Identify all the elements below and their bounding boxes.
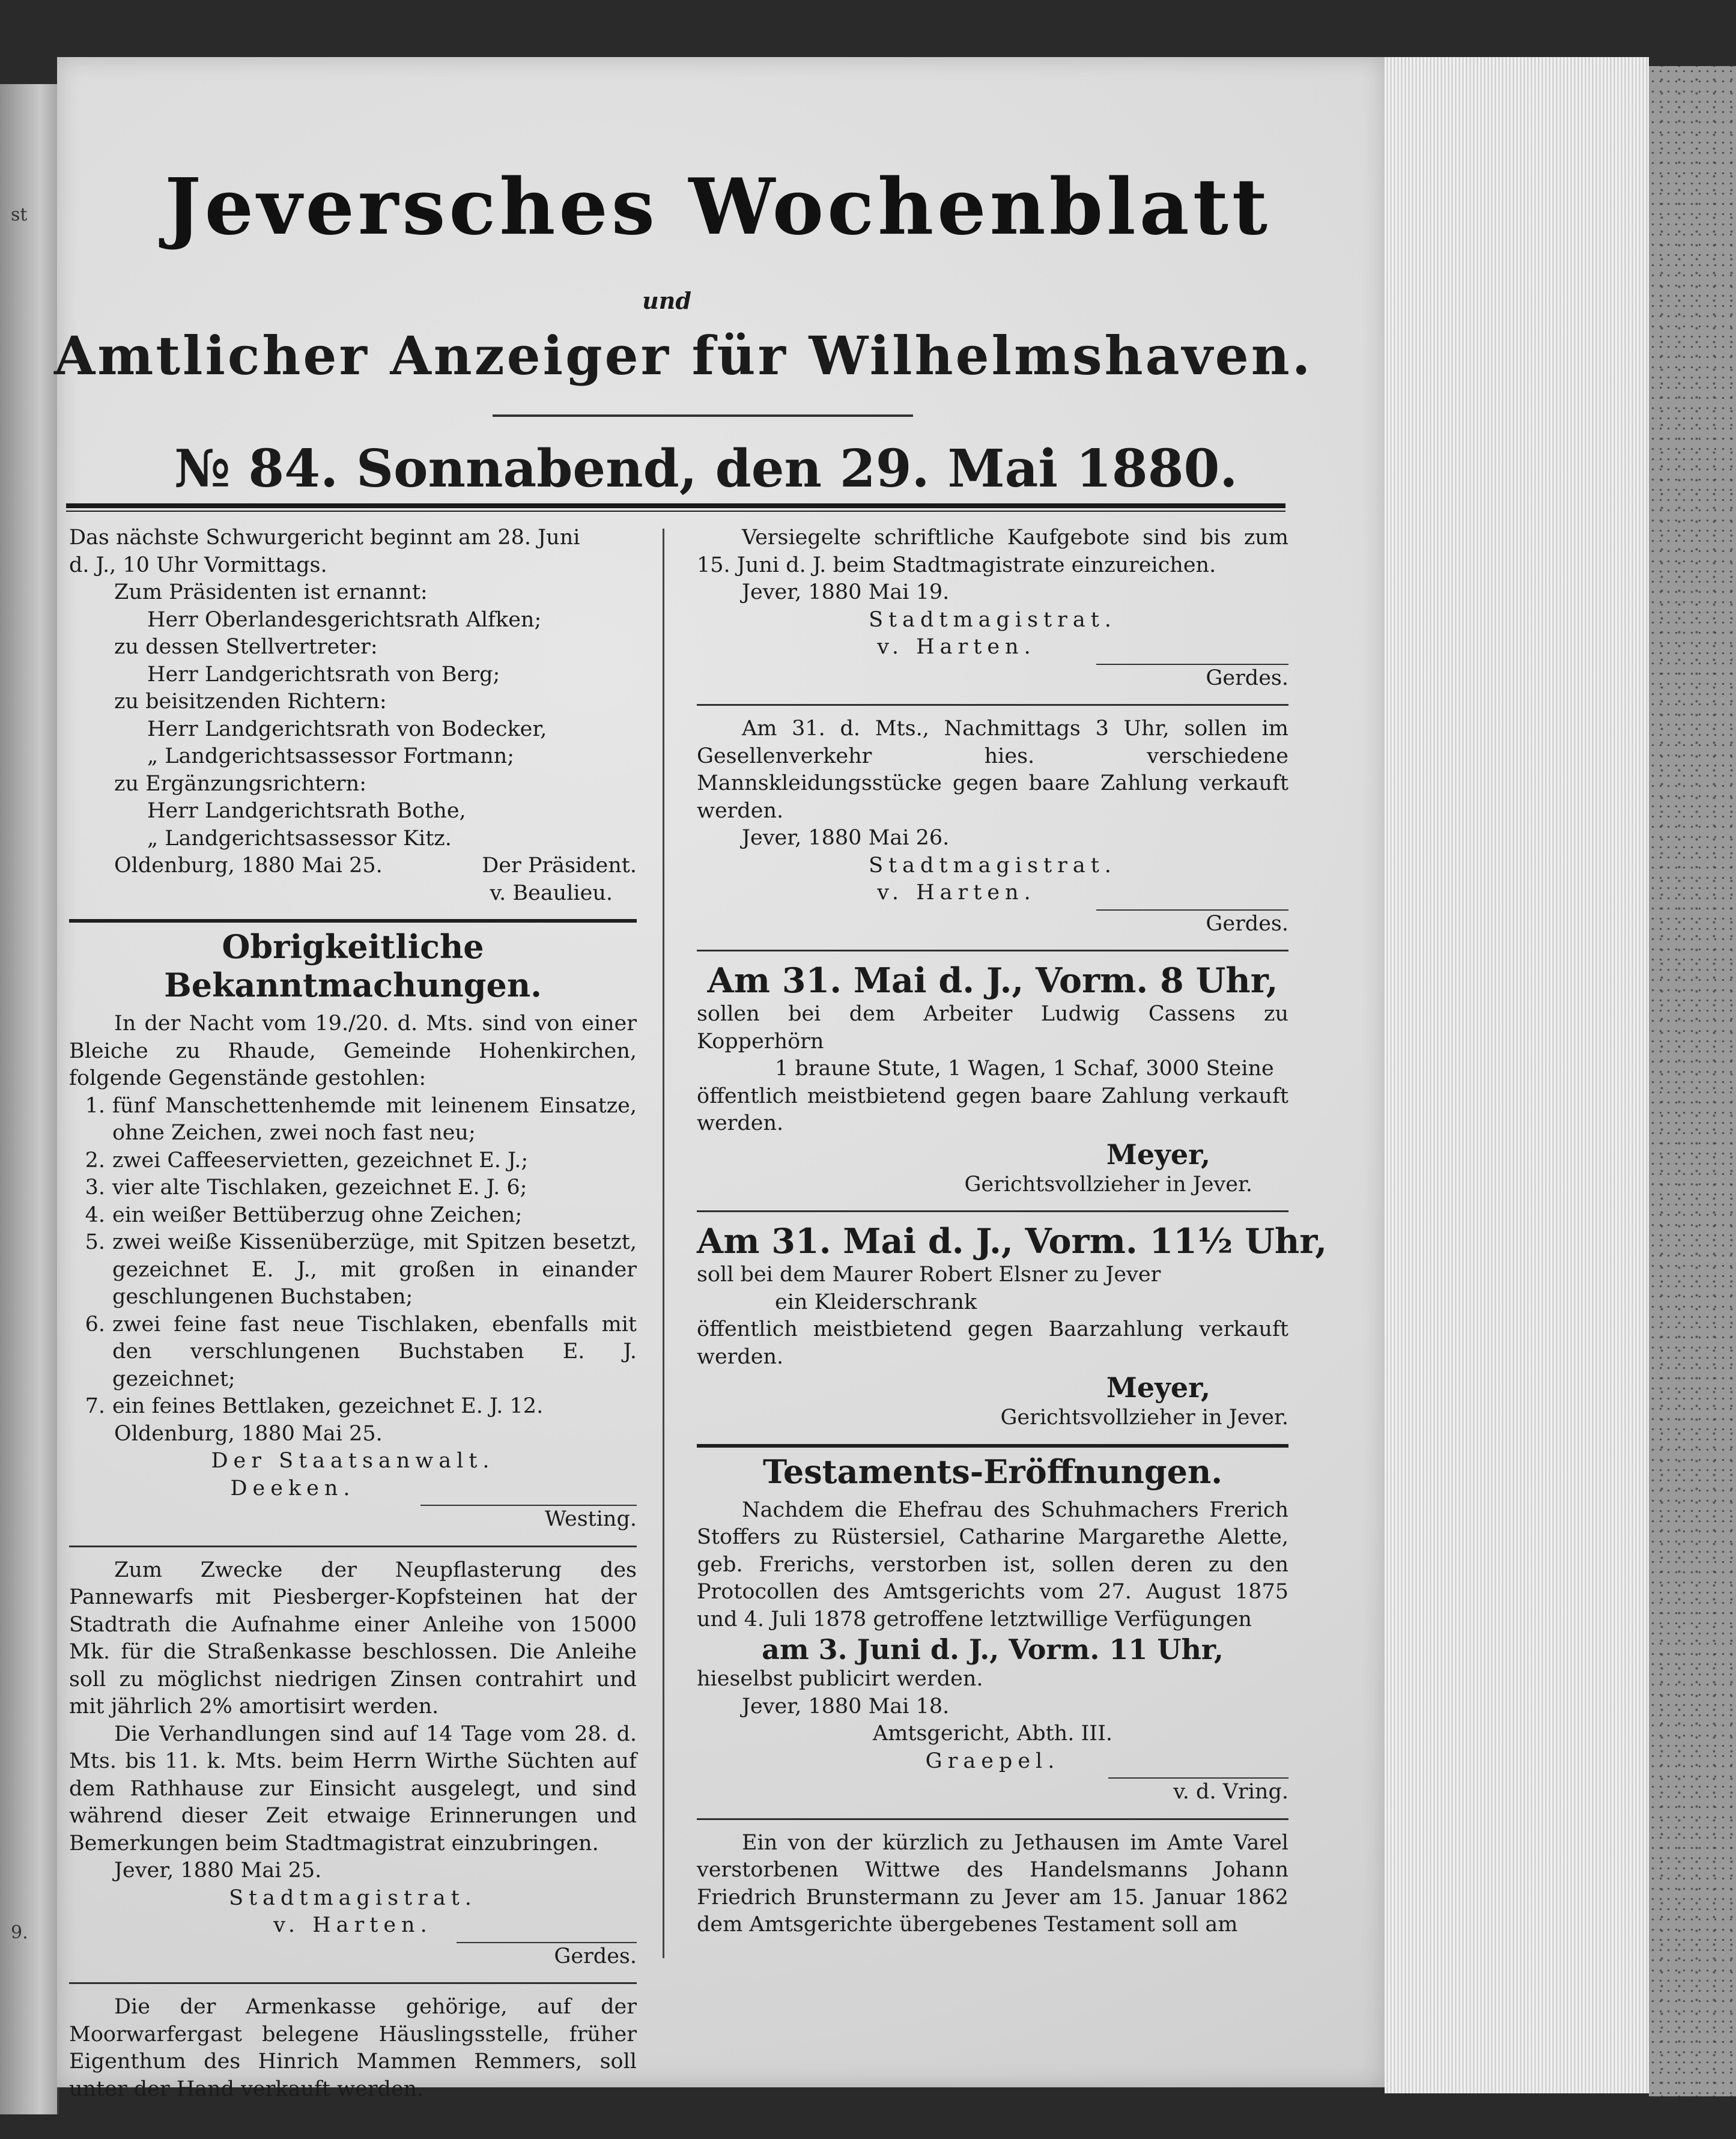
masthead-divider [493, 414, 913, 417]
right-column [697, 520, 1328, 1946]
place-date: Jever, 1880 Mai 18. [742, 1694, 950, 1719]
will-opening-notice-1 [697, 1492, 1288, 1813]
notice-line: zu dessen Stellvertreter: [114, 635, 378, 659]
section-rule [69, 1982, 637, 1984]
signature-row [69, 852, 637, 880]
item-text: zwei feine fast neue Tischlaken, ebenfalls mit den verschlungenen Buchstaben E. J. gezeichnet; [112, 1312, 637, 1391]
place-date: Jever, 1880 Mai 25. [114, 1858, 322, 1883]
notice-text: sollen bei dem Arbeiter Ludwig Cassens zu Kopperhörn [697, 1002, 1288, 1054]
list-item [69, 1147, 637, 1175]
notice-text: Am 31. d. Mts., Nachmittags 3 Uhr, sollen im Gesellenverkehr hies. verschiedene Mannskleidungsstücke gegen baare Zahlung verkauft werden. [697, 717, 1288, 823]
masthead-subtitle: Amtlicher Anzeiger für Wilhelmshaven. [54, 324, 1313, 387]
masthead-title: Jeversches Wochenblatt [165, 162, 1271, 252]
secondary-signature: Gerdes. [1096, 909, 1288, 938]
left-column [69, 520, 637, 2110]
notice-text: Ein von der kürzlich zu Jethausen im Amte Varel verstorbenen Wittwe des Handelsmanns Johann Friedrich Brunstermann zu Jever am 15. Januar 1862 dem Amtsgerichte übergebenes Testament soll am [697, 1830, 1288, 1937]
auction-notice-2 [697, 1217, 1328, 1439]
notice-text: Die der Armenkasse gehörige, auf der Moorwarfergast belegene Häuslingsstelle, früher Eigenthum des Hinrich Mammen Remmers, soll unter der Hand verkauft werden. [69, 1995, 637, 2101]
notice-text: öffentlich meistbietend gegen Baarzahlung verkauft werden. [697, 1317, 1288, 1369]
section-rule [697, 1444, 1288, 1448]
place-date: Oldenburg, 1880 Mai 25. [114, 854, 383, 878]
item-text: vier alte Tischlaken, gezeichnet E. J. 6; [112, 1176, 527, 1200]
item-text: zwei weiße Kissenüberzüge, mit Spitzen besetzt, gezeichnet E. J., mit großen in einander geschlungenen Buchstaben; [112, 1230, 637, 1309]
theft-notice [69, 1006, 637, 1541]
item-text: zwei Caffeeservietten, gezeichnet E. J.; [112, 1148, 529, 1173]
section-rule [69, 919, 637, 923]
secondary-signature: Gerdes. [457, 1942, 637, 1971]
notice-line: Herr Oberlandesgerichtsrath Alfken; [147, 607, 542, 632]
official-notices-heading: Obrigkeitliche Bekanntmachungen. [164, 927, 542, 1004]
notice-line: zu Ergänzungsrichtern: [114, 771, 366, 796]
auction-items: 1 braune Stute, 1 Wagen, 1 Schaf, 3000 Steine [775, 1057, 1274, 1081]
signer-role: Der Staatsanwalt. [211, 1449, 495, 1473]
secondary-signature: Westing. [420, 1505, 637, 1534]
secondary-signature: Gerdes. [1096, 664, 1288, 693]
notice-text: hieselbst publicirt werden. [697, 1667, 983, 1691]
list-item [69, 1229, 637, 1311]
item-text: ein feines Bettlaken, gezeichnet E. J. 12. [112, 1394, 544, 1418]
signer-role: Stadtmagistrat. [229, 1886, 477, 1910]
masthead-connector: und [642, 287, 691, 314]
item-text: fünf Manschettenhemde mit leinenem Einsatze, ohne Zeichen, zwei noch fast neu; [112, 1093, 637, 1145]
signer-name: Meyer, [1106, 1138, 1210, 1171]
auction-headline: Am 31. Mai d. J., Vorm. 8 Uhr, [707, 960, 1278, 1001]
page-stack-edges [1385, 57, 1649, 2093]
place-date: Jever, 1880 Mai 26. [742, 826, 950, 850]
notice-line: zu beisitzenden Richtern: [114, 690, 387, 714]
notice-line: d. J., 10 Uhr Vormittags. [69, 553, 327, 577]
facing-page-edge [0, 84, 59, 2114]
item-number: 7. [85, 1394, 105, 1418]
signer-role: Stadtmagistrat. [869, 853, 1117, 878]
notice-line: Zum Präsidenten ist ernannt: [114, 580, 428, 604]
column-divider [663, 529, 664, 1958]
place-date: Oldenburg, 1880 Mai 25. [114, 1421, 383, 1446]
signer-name: v. Harten. [877, 881, 1036, 905]
notice-text: soll bei dem Maurer Robert Elsner zu Jever [697, 1263, 1161, 1287]
item-number: 6. [85, 1312, 105, 1336]
list-item [69, 1202, 637, 1230]
notice-line: Herr Landgerichtsrath von Bodecker, [147, 717, 547, 741]
clothing-sale-notice [697, 711, 1288, 945]
auction-notice-1 [697, 956, 1288, 1206]
notice-text: Versiegelte schriftliche Kaufgebote sind bis zum 15. Juni d. J. beim Stadtmagistrate einzureichen. [697, 526, 1288, 577]
item-text: ein weißer Bettüberzug ohne Zeichen; [112, 1203, 523, 1227]
notice-text: Die Verhandlungen sind auf 14 Tage vom 28. d. Mts. bis 11. k. Mts. beim Herrn Wirthe Süchten auf dem Rathhause zur Einsicht ausgelegt, und sind während dieser Zeit etwaige Erinnerungen und Bemerkungen beim Stadtmagistrat einzubringen. [69, 1722, 637, 1855]
section-rule [697, 950, 1288, 951]
item-number: 4. [85, 1203, 105, 1227]
notice-line: „ Landgerichtsassessor Kitz. [147, 826, 452, 851]
notice-text: öffentlich meistbietend gegen baare Zahlung verkauft werden. [697, 1084, 1288, 1135]
list-item [69, 1311, 637, 1394]
place-date: Jever, 1880 Mai 19. [742, 580, 950, 604]
section-rule [69, 1546, 637, 1547]
secondary-signature: v. d. Vring. [1108, 1777, 1288, 1806]
poor-fund-notice [69, 1989, 637, 2110]
signer-name: Deeken. [230, 1476, 356, 1500]
signer-role: Der Präsident. [482, 854, 637, 878]
item-number: 2. [85, 1148, 105, 1173]
signer-role: Stadtmagistrat. [869, 607, 1117, 632]
notice-text: In der Nacht vom 19./20. d. Mts. sind von einer Bleiche zu Rhaude, Gemeinde Hohenkirchen, folgende Gegenstände gestohlen: [69, 1012, 637, 1090]
signer-title: Gerichtsvollzieher in Jever. [1000, 1406, 1288, 1430]
notice-line: Herr Landgerichtsrath von Berg; [147, 662, 500, 687]
item-number: 1. [85, 1093, 105, 1118]
list-item [69, 1174, 637, 1202]
notice-text: Nachdem die Ehefrau des Schuhmachers Frerich Stoffers zu Rüstersiel, Catharine Margarethe Alette, geb. Frerichs, verstorben ist, sollen deren zu den Protocollen des Amtsgerichts vom 27. August 1875 und 4. Juli 1878 getroffene letztwillige Verfügungen [697, 1497, 1288, 1631]
signer-name: v. Harten. [877, 635, 1036, 659]
will-opening-notice-2 [697, 1825, 1288, 1946]
signer-title: Gerichtsvollzieher in Jever. [964, 1172, 1252, 1197]
wills-heading: Testaments-Eröffnungen. [762, 1452, 1223, 1491]
item-number: 5. [85, 1230, 105, 1254]
court-name: Amtsgericht, Abth. III. [872, 1722, 1113, 1746]
item-number: 3. [85, 1176, 105, 1200]
notice-line: „ Landgerichtsassessor Fortmann; [147, 744, 515, 768]
signer-name: v. Harten. [273, 1913, 432, 1937]
sealed-bids-notice [697, 520, 1288, 699]
issue-dateline: № 84. Sonnabend, den 29. Mai 1880. [174, 438, 1238, 499]
jury-court-notice [69, 520, 637, 914]
will-date-headline: am 3. Juni d. J., Vorm. 11 Uhr, [762, 1633, 1224, 1666]
section-rule [697, 1210, 1288, 1212]
notice-line: Das nächste Schwurgericht beginnt am 28. Juni [69, 526, 580, 550]
notice-text: Zum Zwecke der Neupflasterung des Pannewarfs mit Piesberger-Kopfsteinen hat der Stadtrath die Aufnahme einer Anleihe von 15000 Mk. für die Straßenkasse beschlossen. Die Anleihe soll zu möglichst niedrigen Zinsen contrahirt und mit jährlich 2% amortisirt werden. [69, 1558, 637, 1719]
dateline-rule-thin [66, 511, 1285, 512]
signer-name: Meyer, [1106, 1371, 1210, 1404]
auction-headline: Am 31. Mai d. J., Vorm. 11½ Uhr, [697, 1221, 1328, 1261]
auction-items: ein Kleiderschrank [775, 1290, 977, 1314]
notice-line: Herr Landgerichtsrath Bothe, [147, 799, 466, 823]
signer-name: Graepel. [925, 1749, 1060, 1773]
marbled-book-cover [1649, 66, 1736, 2096]
section-rule [697, 704, 1288, 706]
list-item [69, 1093, 637, 1147]
signer-name: v. Beaulieu. [490, 881, 613, 905]
section-rule [697, 1818, 1288, 1820]
facing-page-fragment: st [11, 204, 28, 225]
facing-page-fragment: 9. [11, 1922, 28, 1943]
paving-notice [69, 1552, 637, 1978]
list-item [69, 1393, 637, 1421]
dateline-rule [66, 503, 1285, 508]
